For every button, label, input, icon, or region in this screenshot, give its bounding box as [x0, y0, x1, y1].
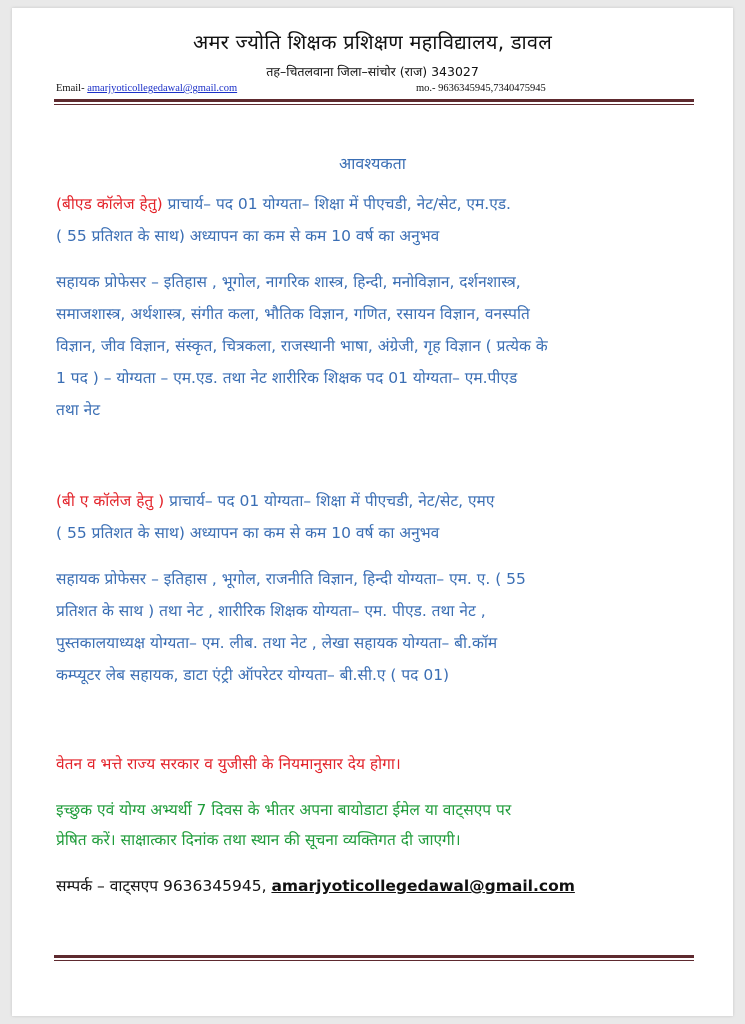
apply-line: प्रेषित करें। साक्षात्कार दिनांक तथा स्थान की सूचना व्यक्तिगत दी जाएगी।	[56, 831, 461, 849]
bed-assistant-line: विज्ञान, जीव विज्ञान, संस्कृत, चित्रकला, राजस्थानी भाषा, अंग्रेजी, गृह विज्ञान ( प्रत्येक के	[56, 337, 548, 355]
bed-principal-text-2: ( 55 प्रतिशत के साथ) अध्यापन का कम से कम 10 वर्ष का अनुभव	[56, 227, 440, 245]
ba-principal-paragraph	[56, 485, 704, 549]
bed-principal-paragraph	[56, 188, 704, 252]
contact-info	[56, 870, 704, 902]
ba-assistant-line: पुस्तकालयाध्यक्ष योग्यता– एम. लीब. तथा नेट , लेखा सहायक योग्यता– बी.कॉम	[56, 634, 498, 652]
college-name: अमर ज्योति शिक्षक प्रशिक्षण महाविद्यालय, डावल	[193, 30, 552, 54]
ba-assistant-line: कम्प्यूटर लेब सहायक, डाटा एंट्री ऑपरेटर योग्यता– बी.सी.ए ( पद 01)	[56, 666, 450, 684]
ba-principal-text: प्राचार्य– पद 01 योग्यता– शिक्षा में पीएचडी, नेट/सेट, एमए	[164, 492, 495, 510]
apply-instructions	[56, 795, 704, 855]
bed-section-label: (बीएड कॉलेज हेतु)	[56, 195, 163, 213]
contact-label: सम्पर्क – वाट्सएप 9636345945,	[56, 877, 272, 895]
notice-heading: आवश्यकता	[339, 154, 406, 173]
header-phones: mo.- 9636345945,7340475945	[416, 83, 546, 94]
header-email-link[interactable]: amarjyoticollegedawal@gmail.com	[87, 83, 238, 94]
header-divider	[54, 99, 694, 105]
ba-assistant-paragraph	[56, 563, 704, 691]
college-address: तह–चितलवाना जिला–सांचोर (राज) 343027	[266, 64, 479, 79]
bed-assistant-line: तथा नेट	[56, 401, 101, 419]
contact-email-link[interactable]: amarjyoticollegedawal@gmail.com	[271, 877, 575, 895]
ba-principal-text-2: ( 55 प्रतिशत के साथ) अध्यापन का कम से कम 10 वर्ष का अनुभव	[56, 524, 440, 542]
ba-section-label: (बी ए कॉलेज हेतु )	[56, 492, 165, 510]
ba-assistant-line: सहायक प्रोफेसर – इतिहास , भूगोल, राजनीति विज्ञान, हिन्दी योग्यता– एम. ए. ( 55	[56, 570, 526, 588]
email-label: Email-	[56, 83, 88, 94]
bed-assistant-line: समाजशास्त्र, अर्थशास्त्र, संगीत कला, भौतिक विज्ञान, गणित, रसायन विज्ञान, वनस्पति	[56, 305, 530, 323]
footer-divider	[54, 955, 694, 961]
salary-note: वेतन व भत्ते राज्य सरकार व युजीसी के नियमानुसार देय होगा।	[56, 755, 401, 773]
bed-assistant-paragraph	[56, 266, 704, 426]
bed-principal-text: प्राचार्य– पद 01 योग्यता– शिक्षा में पीएचडी, नेट/सेट, एम.एड.	[162, 195, 511, 213]
apply-line: इच्छुक एवं योग्य अभ्यर्थी 7 दिवस के भीतर अपना बायोडाटा ईमेल या वाट्सएप पर	[56, 801, 512, 819]
bed-assistant-line: सहायक प्रोफेसर – इतिहास , भूगोल, नागरिक शास्त्र, हिन्दी, मनोविज्ञान, दर्शनशास्त्र,	[56, 273, 521, 291]
bed-assistant-line: 1 पद ) – योग्यता – एम.एड. तथा नेट शारीरिक शिक्षक पद 01 योग्यता– एम.पीएड	[56, 369, 518, 387]
header-contact-line	[56, 83, 696, 94]
ba-assistant-line: प्रतिशत के साथ ) तथा नेट , शारीरिक शिक्षक योग्यता– एम. पीएड. तथा नेट ,	[56, 602, 486, 620]
